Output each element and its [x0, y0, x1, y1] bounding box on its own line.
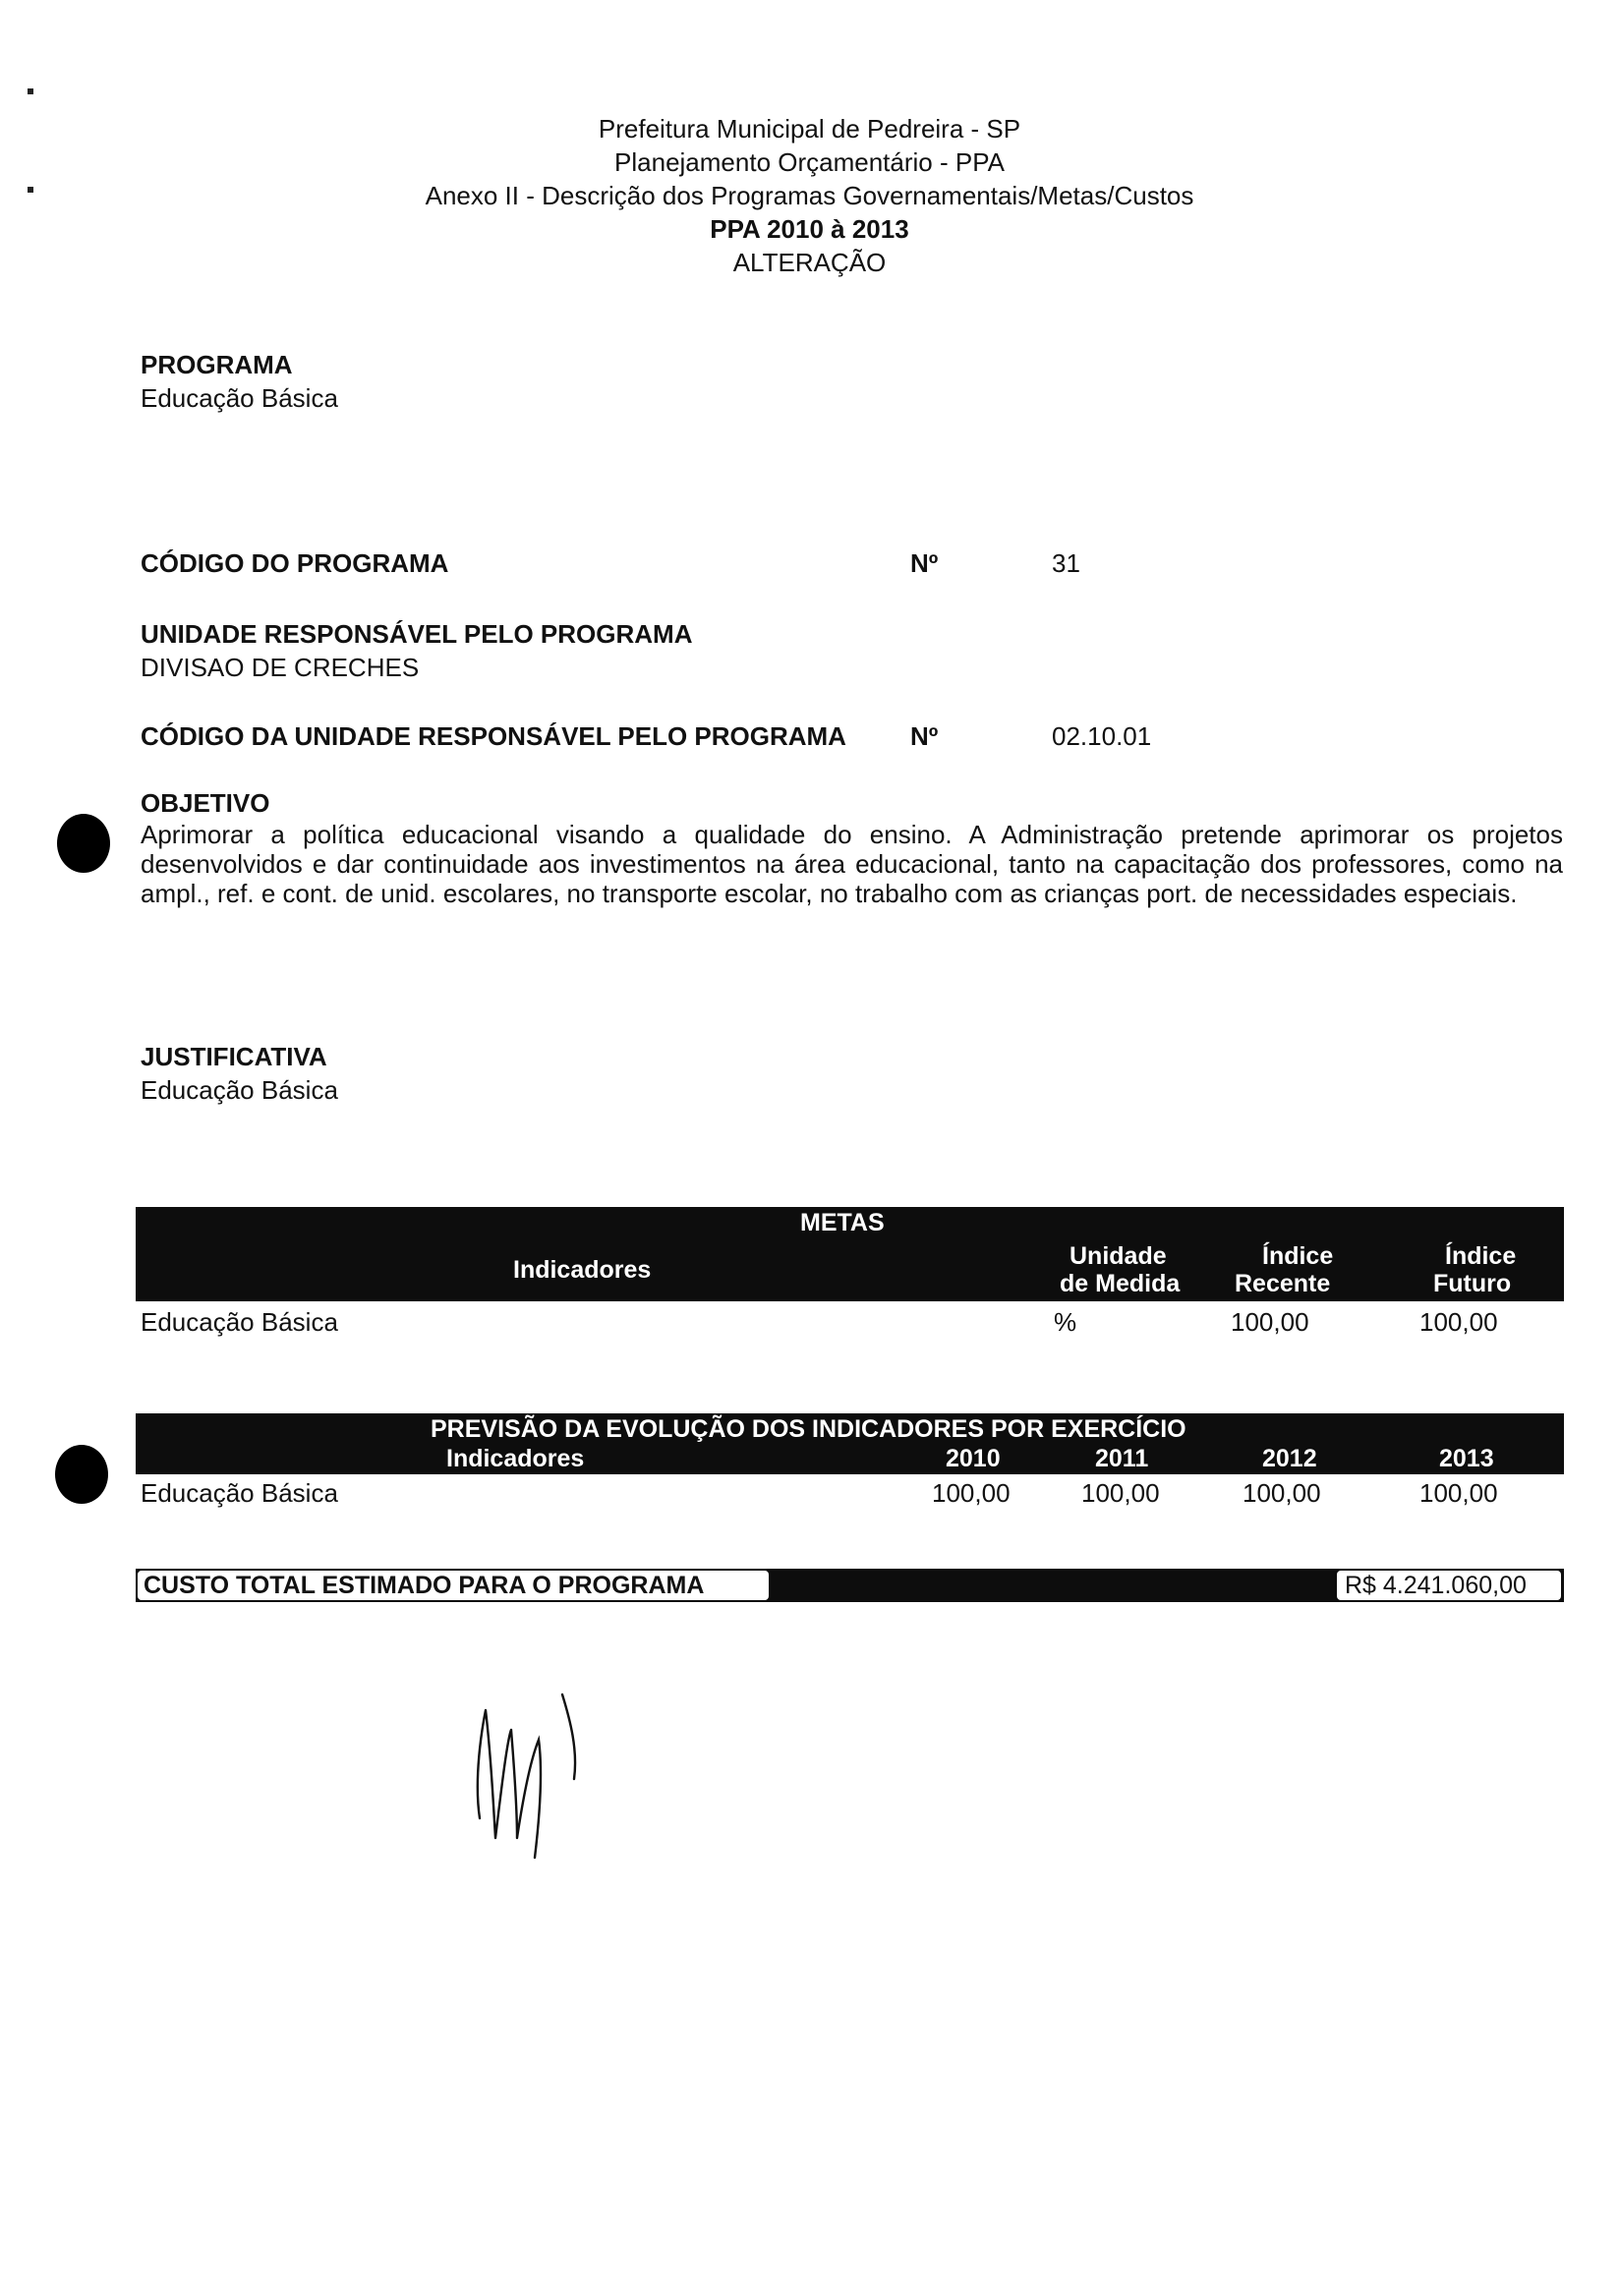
previsao-row-2012: 100,00: [1243, 1478, 1321, 1508]
previsao-year-2012: 2012: [1262, 1445, 1317, 1472]
metas-title: METAS: [800, 1209, 885, 1236]
codigo-programa-label: CÓDIGO DO PROGRAMA: [141, 548, 449, 578]
previsao-year-2013: 2013: [1439, 1445, 1494, 1472]
custo-label: CUSTO TOTAL ESTIMADO PARA O PROGRAMA: [144, 1572, 705, 1599]
codigo-unidade-no: Nº: [910, 721, 939, 751]
header-line-2: Planejamento Orçamentário - PPA: [614, 147, 1005, 177]
header-line-1: Prefeitura Municipal de Pedreira - SP: [598, 114, 1021, 144]
previsao-row-2013: 100,00: [1419, 1478, 1498, 1508]
objetivo-label: OBJETIVO: [141, 788, 270, 818]
previsao-row-2011: 100,00: [1081, 1478, 1160, 1508]
codigo-unidade-label: CÓDIGO DA UNIDADE RESPONSÁVEL PELO PROGRAMA: [141, 721, 846, 751]
metas-col-futuro-2: Futuro: [1433, 1270, 1512, 1297]
metas-col-recente-2: Recente: [1235, 1270, 1331, 1297]
metas-header-bar: [136, 1207, 1564, 1301]
justificativa-label: JUSTIFICATIVA: [141, 1042, 327, 1071]
metas-row-indicador: Educação Básica: [141, 1307, 338, 1337]
header-line-4: PPA 2010 à 2013: [710, 214, 909, 244]
objetivo-text: Aprimorar a política educacional visando a qualidade do ensino. A Administração pretende aprimorar os projetos desenvolvidos e dar continuidade aos investimentos na área educacional, tanto na capacitação dos professores, como na ampl., ref. e cont. de unid. escolares, no transporte escolar, no trabalho com as crianças port. de necessidades especiais.: [141, 820, 1563, 908]
metas-col-futuro-1: Índice: [1445, 1242, 1517, 1270]
metas-row-futuro: 100,00: [1419, 1307, 1498, 1337]
codigo-unidade-value: 02.10.01: [1052, 721, 1152, 751]
codigo-programa-value: 31: [1052, 548, 1080, 578]
codigo-programa-no: Nº: [910, 548, 939, 578]
previsao-col-indicadores: Indicadores: [446, 1445, 585, 1472]
metas-col-recente-1: Índice: [1262, 1242, 1334, 1270]
justificativa-value: Educação Básica: [141, 1075, 338, 1105]
previsao-year-2010: 2010: [946, 1445, 1001, 1472]
previsao-row-indicador: Educação Básica: [141, 1478, 338, 1508]
custo-bar: [136, 1569, 1564, 1602]
previsao-year-2011: 2011: [1095, 1445, 1149, 1472]
custo-value: R$ 4.241.060,00: [1345, 1572, 1527, 1599]
previsao-row-2010: 100,00: [932, 1478, 1011, 1508]
unidade-value: DIVISAO DE CRECHES: [141, 653, 420, 682]
programa-label: PROGRAMA: [141, 350, 293, 379]
unidade-label: UNIDADE RESPONSÁVEL PELO PROGRAMA: [141, 619, 693, 649]
margin-mark-1: [28, 88, 33, 94]
programa-value: Educação Básica: [141, 383, 338, 413]
previsao-header-bar: [136, 1413, 1564, 1474]
header-line-5: ALTERAÇÃO: [732, 248, 887, 277]
header-line-3: Anexo II - Descrição dos Programas Governamentais/Metas/Custos: [425, 181, 1194, 210]
metas-col-indicadores: Indicadores: [513, 1256, 652, 1284]
metas-row-unidade: %: [1054, 1307, 1077, 1337]
previsao-title: PREVISÃO DA EVOLUÇÃO DOS INDICADORES POR EXERCÍCIO: [431, 1415, 1186, 1443]
punch-hole-top: [57, 814, 110, 873]
signature-mark: [452, 1691, 609, 1877]
metas-row-recente: 100,00: [1231, 1307, 1309, 1337]
metas-col-unidade-2: de Medida: [1060, 1270, 1181, 1297]
punch-hole-bottom: [55, 1445, 108, 1504]
metas-col-unidade-1: Unidade: [1070, 1242, 1167, 1270]
